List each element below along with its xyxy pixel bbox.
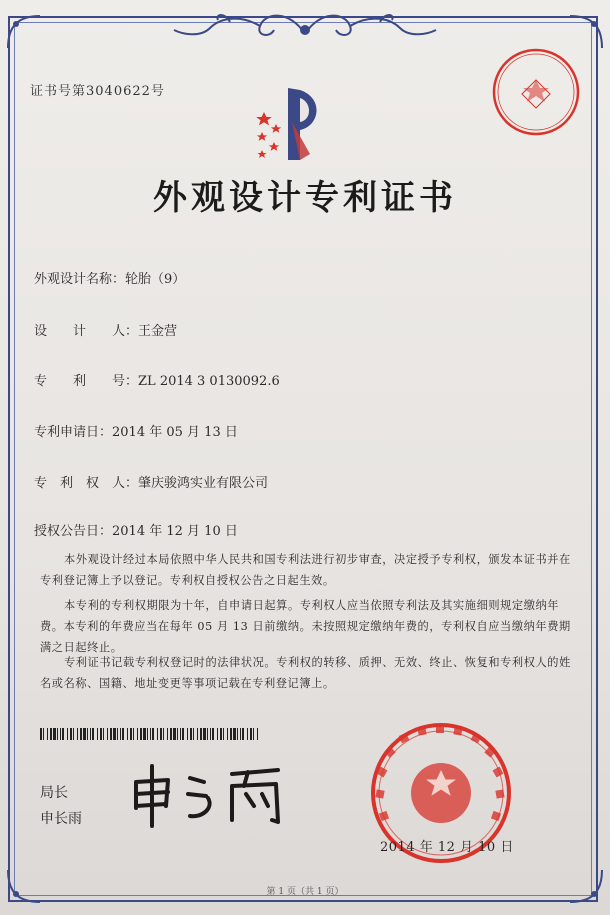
agency-seal-small	[488, 44, 584, 140]
field-application-date	[34, 421, 238, 440]
barcode-bar	[83, 728, 86, 740]
barcode-bar	[107, 728, 108, 740]
barcode-bar	[253, 728, 254, 740]
barcode-bar	[77, 728, 78, 740]
barcode-bar	[163, 728, 164, 740]
barcode-bar	[242, 728, 244, 740]
field-patent-number	[34, 370, 280, 389]
barcode-bar	[92, 728, 94, 740]
field-label: 专 利 号：	[34, 374, 139, 389]
barcode-bar	[90, 728, 91, 740]
barcode-bar	[103, 728, 104, 740]
field-label: 外观设计名称：	[34, 272, 126, 287]
barcode-bar	[180, 728, 181, 740]
field-label: 设 计 人：	[34, 324, 139, 339]
barcode-bar	[203, 728, 206, 740]
barcode-bar	[57, 728, 58, 740]
barcode-bar	[50, 728, 52, 740]
barcode-bar	[190, 728, 192, 740]
barcode-bar	[152, 728, 154, 740]
barcode-bar	[193, 728, 194, 740]
barcode-bar	[247, 728, 248, 740]
barcode-bar	[257, 728, 258, 740]
barcode-bar	[160, 728, 162, 740]
barcode-bar	[240, 728, 241, 740]
barcode-bar	[113, 728, 116, 740]
barcode-bar	[177, 728, 178, 740]
field-value: 王金营	[138, 324, 178, 339]
field-value: 肇庆骏鸿实业有限公司	[138, 476, 269, 491]
barcode-bar	[147, 728, 148, 740]
top-ornament	[170, 4, 440, 44]
barcode-bar	[62, 728, 64, 740]
page-number: 第 1 页（共 1 页）	[266, 887, 344, 897]
barcode-bar	[187, 728, 188, 740]
barcode-bar	[120, 728, 121, 740]
body-paragraph-2: 本专利的专利权期限为十年，自申请日起算。专利权人应当依照专利法及其实施细则规定缴纳年费。本专利的年费应当在每年 05 月 13 日前缴纳。未按照规定缴纳年费的，专利权自应当缴纳年费期满之日起终止。	[40, 599, 571, 655]
field-grant-date	[34, 520, 238, 539]
barcode-bar	[110, 728, 112, 740]
barcode-bar	[220, 728, 222, 740]
barcode-bar	[73, 728, 74, 740]
barcode-bar	[40, 728, 42, 740]
field-value: 2014 年 05 月 13 日	[112, 425, 238, 440]
barcode-bar	[47, 728, 48, 740]
barcode-bar	[182, 728, 184, 740]
field-patentee	[34, 472, 268, 491]
barcode-bar	[237, 728, 238, 740]
barcode-bar	[250, 728, 252, 740]
barcode-bar	[217, 728, 218, 740]
field-label: 授权公告日：	[34, 524, 113, 539]
barcode-bar	[170, 728, 172, 740]
barcode-bar	[127, 728, 128, 740]
official-name: 申长雨	[40, 811, 82, 827]
barcode-bar	[210, 728, 211, 740]
field-value: 轮胎（9）	[125, 272, 186, 287]
page-title: 外观设计专利证书	[153, 178, 457, 218]
patent-office-logo	[248, 82, 328, 166]
barcode-bar	[117, 728, 118, 740]
barcode-bar	[207, 728, 208, 740]
barcode-bar	[150, 728, 151, 740]
certificate-number: 证书号第3040622号	[30, 84, 165, 99]
official-signature	[128, 760, 318, 830]
barcode-bar	[212, 728, 214, 740]
barcode-bar	[223, 728, 224, 740]
field-label: 专利申请日：	[34, 425, 113, 440]
official-title: 局长	[40, 785, 68, 801]
field-designer	[34, 320, 177, 339]
field-design-name	[34, 268, 185, 287]
issue-date: 2014 年 12 月 10 日	[380, 840, 514, 855]
barcode-bar	[173, 728, 176, 740]
barcode-bar	[60, 728, 61, 740]
barcode-bar	[53, 728, 56, 740]
barcode-bar	[227, 728, 228, 740]
barcode-bar	[230, 728, 232, 740]
barcode-bar	[140, 728, 142, 740]
barcode-bar	[143, 728, 146, 740]
barcode-bar	[130, 728, 132, 740]
barcode	[40, 728, 260, 740]
barcode-bar	[67, 728, 68, 740]
barcode-bar	[233, 728, 236, 740]
barcode-bar	[97, 728, 98, 740]
barcode-bar	[167, 728, 168, 740]
barcode-bar	[122, 728, 124, 740]
barcode-bar	[197, 728, 198, 740]
body-paragraph-1: 本外观设计经过本局依照中华人民共和国专利法进行初步审查，决定授予专利权，颁发本证书并在专利登记簿上予以登记。专利权自授权公告之日起生效。	[40, 553, 571, 588]
field-value: ZL 2014 3 0130092.6	[138, 374, 280, 389]
barcode-bar	[133, 728, 134, 740]
barcode-bar	[200, 728, 202, 740]
barcode-bar	[137, 728, 138, 740]
field-label: 专 利 权 人：	[34, 476, 139, 491]
corner-ornament-tl	[4, 12, 44, 52]
barcode-bar	[43, 728, 44, 740]
barcode-bar	[87, 728, 88, 740]
barcode-bar	[80, 728, 82, 740]
barcode-bar	[100, 728, 102, 740]
body-paragraph-3: 专利证书记载专利权登记时的法律状况。专利权的转移、质押、无效、终止、恢复和专利权人的姓名或名称、国籍、地址变更等事项记载在专利登记簿上。	[40, 656, 571, 691]
field-value: 2014 年 12 月 10 日	[112, 524, 238, 539]
barcode-bar	[157, 728, 158, 740]
barcode-bar	[70, 728, 72, 740]
